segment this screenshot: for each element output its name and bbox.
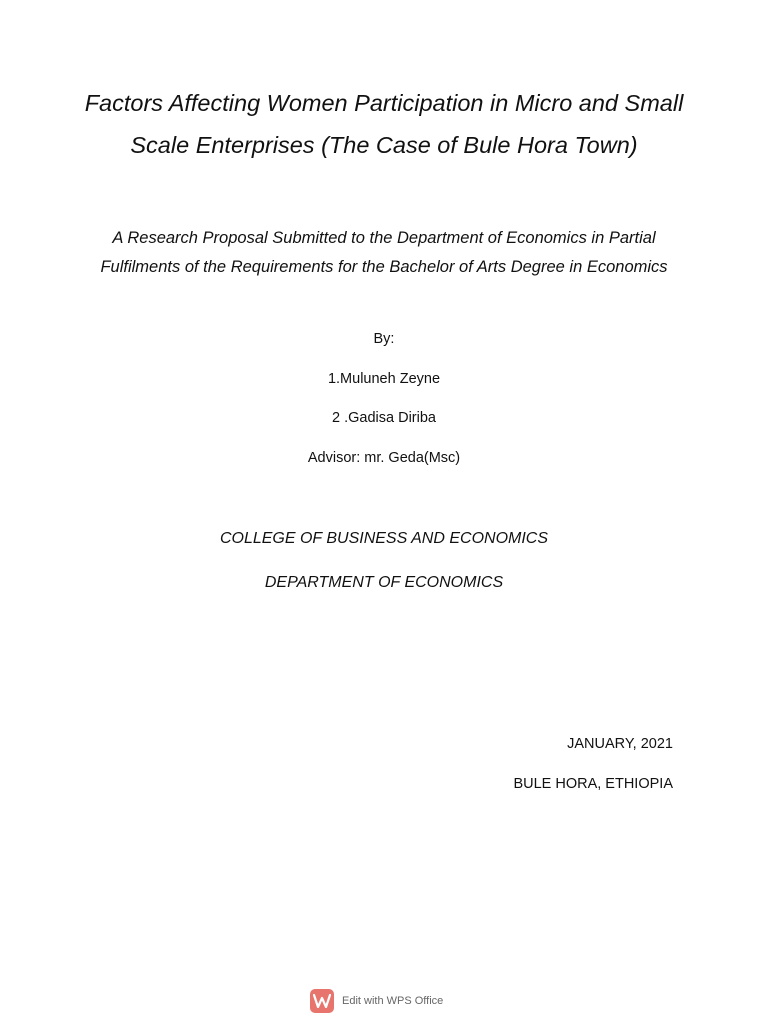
author-2: 2 .Gadisa Diriba	[332, 410, 436, 426]
advisor: Advisor: mr. Geda(Msc)	[307, 450, 461, 466]
submission-location: BULE HORA, ETHIOPIA	[513, 776, 673, 792]
author-1: 1.Muluneh Zeyne	[327, 371, 441, 387]
wps-edit-badge[interactable]	[310, 988, 443, 1014]
college-name: COLLEGE OF BUSINESS AND ECONOMICS	[219, 530, 549, 547]
submission-date: JANUARY, 2021	[567, 736, 673, 752]
wps-edit-label: Edit with WPS Office	[342, 995, 444, 1007]
by-label: By:	[373, 331, 395, 347]
department-name: DEPARTMENT OF ECONOMICS	[264, 574, 504, 591]
document-subtitle: A Research Proposal Submitted to the Department of Economics in Partial Fulfilments of the Requirements for the Bachelor of Arts Degree in Economics	[100, 229, 668, 276]
document-title: Factors Affecting Women Participation in Micro and Small Scale Enterprises (The Case of Bule Hora Town)	[84, 90, 684, 158]
wps-office-logo-icon	[310, 989, 334, 1013]
